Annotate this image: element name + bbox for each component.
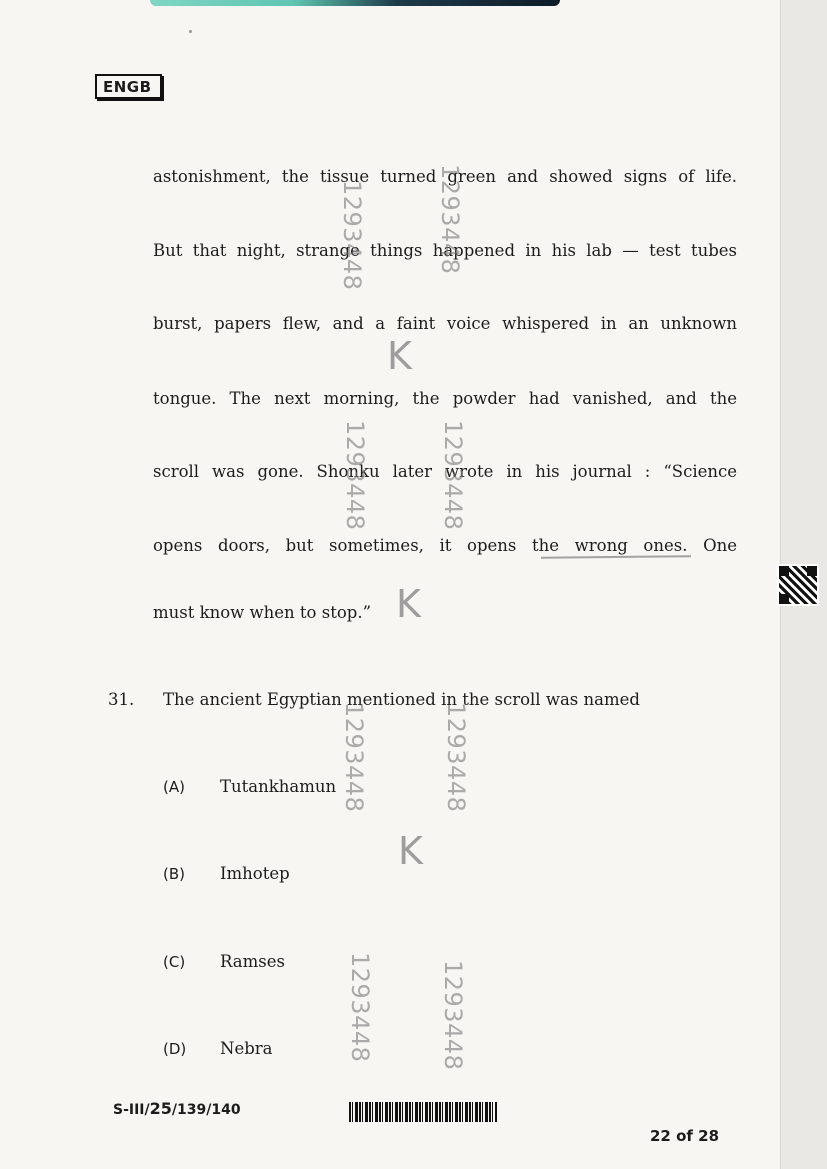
passage-line: But that night, strange things happened in his lab — test tubes — [153, 241, 737, 260]
watermark-code: 1293448 — [338, 180, 366, 291]
option-text: Imhotep — [220, 864, 290, 883]
passage-line: tongue. The next morning, the powder had vanished, and the — [153, 389, 737, 408]
option-d[interactable] — [163, 1039, 273, 1058]
option-b[interactable] — [163, 864, 290, 883]
qr-code-icon — [777, 564, 819, 606]
option-text: Nebra — [220, 1039, 273, 1058]
passage-line: scroll was gone. Shonku later wrote in his journal : “Science — [153, 462, 737, 481]
option-label: (C) — [163, 953, 186, 971]
question-text: The ancient Egyptian mentioned in the scroll was named — [163, 690, 640, 709]
watermark-code: 1293448 — [442, 702, 470, 813]
watermark-code: 1293448 — [340, 702, 368, 813]
code-suffix: /139/140 — [171, 1102, 241, 1118]
watermark-code: 1293448 — [436, 164, 464, 275]
top-edge-band — [150, 0, 560, 6]
passage-line: opens doors, but sometimes, it opens the wrong ones. One — [153, 536, 737, 555]
watermark-code: 1293448 — [346, 952, 374, 1063]
pencil-underline — [541, 555, 691, 559]
option-text: Ramses — [220, 952, 285, 971]
code-bold: 25 — [149, 1099, 172, 1118]
question-number: 31. — [108, 690, 135, 709]
speck — [189, 30, 192, 33]
page-number: 22 of 28 — [650, 1127, 720, 1145]
watermark-letter: K — [398, 829, 423, 873]
watermark-code: 1293448 — [341, 420, 369, 531]
watermark-code: 1293448 — [439, 420, 467, 531]
paper-code-badge: ENGB — [95, 74, 162, 99]
option-label: (B) — [163, 865, 185, 883]
question-31 — [108, 690, 640, 709]
option-label: (D) — [163, 1040, 187, 1058]
watermark-letter: K — [387, 334, 412, 378]
passage-line: must know when to stop.” — [153, 603, 372, 622]
watermark-code: 1293448 — [439, 960, 467, 1071]
code-prefix: S-III/ — [113, 1102, 150, 1118]
passage-line: burst, papers flew, and a faint voice whispered in an unknown — [153, 314, 737, 333]
booklet-code — [113, 1099, 241, 1118]
barcode — [349, 1102, 497, 1122]
option-label: (A) — [163, 778, 185, 796]
watermark-letter: K — [396, 582, 421, 626]
option-a[interactable] — [163, 777, 336, 796]
option-text: Tutankhamun — [220, 777, 337, 796]
passage-line: astonishment, the tissue turned green and showed signs of life. — [153, 167, 737, 186]
option-c[interactable] — [163, 952, 285, 971]
